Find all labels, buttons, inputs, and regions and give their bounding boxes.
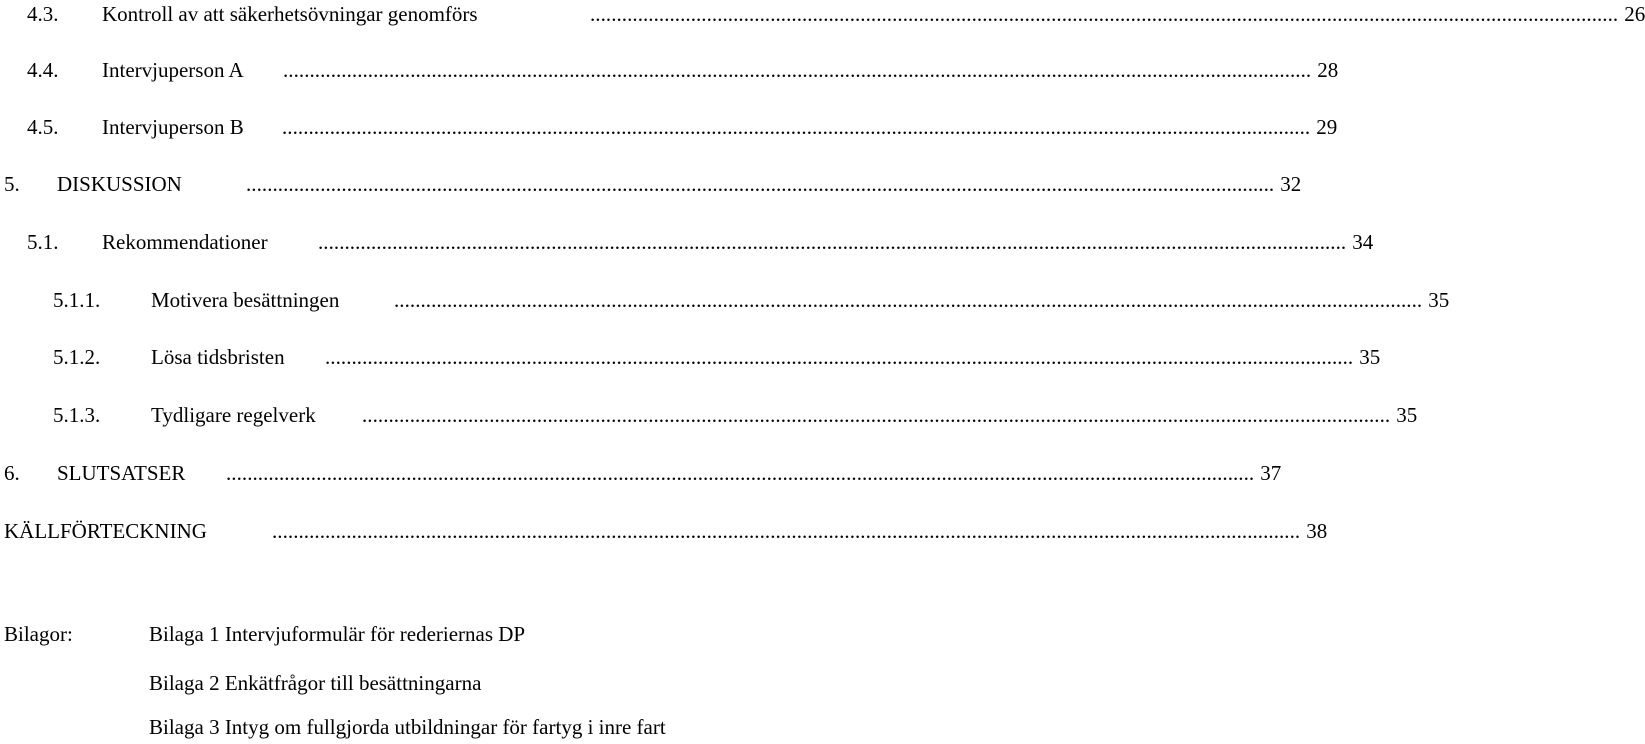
toc-entry-number: 4.5. xyxy=(27,115,59,139)
toc-entry-number: 4.4. xyxy=(27,58,59,82)
toc-entry-kallforteckning[interactable] xyxy=(0,517,1328,545)
toc-leader xyxy=(246,170,1302,198)
toc-dots: .................................................................................................................................................................................................. xyxy=(226,461,1255,485)
toc-leader xyxy=(226,459,1282,487)
toc-entry-page: 28 xyxy=(1317,58,1339,82)
toc-leader xyxy=(362,401,1418,429)
toc-dots: .................................................................................................................................................................................................. xyxy=(272,519,1301,543)
toc-dots: .................................................................................................................................................................................................. xyxy=(282,115,1311,139)
toc-entry-number: 5.1.3. xyxy=(53,403,101,427)
toc-entry-5-1-2[interactable] xyxy=(0,343,1381,371)
toc-dots: .................................................................................................................................................................................................. xyxy=(362,403,1391,427)
toc-entry-title: Kontroll av att säkerhetsövningar genomförs xyxy=(102,2,478,26)
toc-entry-5[interactable] xyxy=(0,170,1302,198)
toc-entry-number: 4.3. xyxy=(27,2,59,26)
toc-dots: .................................................................................................................................................................................................. xyxy=(394,288,1423,312)
toc-leader xyxy=(272,517,1328,545)
bilaga-item: Bilaga 1 Intervjuformulär för rederiernas DP xyxy=(149,622,526,646)
toc-entry-page: 34 xyxy=(1352,230,1374,254)
toc-dots: .................................................................................................................................................................................................. xyxy=(283,58,1312,82)
toc-entry-title: KÄLLFÖRTECKNING xyxy=(4,519,207,543)
toc-entry-page: 35 xyxy=(1396,403,1418,427)
toc-entry-title: Intervjuperson A xyxy=(102,58,244,82)
toc-dots: .................................................................................................................................................................................................. xyxy=(325,345,1354,369)
toc-leader xyxy=(325,343,1381,371)
toc-entry-page: 29 xyxy=(1316,115,1338,139)
toc-entry-5-1[interactable] xyxy=(0,228,1374,256)
toc-entry-title: Motivera besättningen xyxy=(151,288,340,312)
toc-entry-title: DISKUSSION xyxy=(57,172,182,196)
bilaga-item: Bilaga 3 Intyg om fullgjorda utbildningar för fartyg i inre fart xyxy=(149,715,666,739)
toc-entry-page: 37 xyxy=(1260,461,1282,485)
toc-entry-page: 35 xyxy=(1428,288,1450,312)
toc-entry-number: 6. xyxy=(4,461,20,485)
toc-entry-6[interactable] xyxy=(0,459,1282,487)
toc-entry-4-5[interactable] xyxy=(0,113,1338,141)
toc-entry-title: Intervjuperson B xyxy=(102,115,244,139)
bilagor-label: Bilagor: xyxy=(4,622,73,646)
toc-entry-title: SLUTSATSER xyxy=(57,461,186,485)
toc-entry-title: Lösa tidsbristen xyxy=(151,345,285,369)
toc-leader xyxy=(590,0,1645,28)
toc-entry-page: 26 xyxy=(1624,2,1645,26)
toc-entry-page: 38 xyxy=(1306,519,1328,543)
toc-entry-number: 5. xyxy=(4,172,20,196)
toc-entry-page: 35 xyxy=(1359,345,1381,369)
toc-entry-number: 5.1.1. xyxy=(53,288,101,312)
toc-leader xyxy=(283,56,1339,84)
toc-leader xyxy=(282,113,1338,141)
toc-leader xyxy=(394,286,1450,314)
toc-entry-title: Rekommendationer xyxy=(102,230,268,254)
toc-entry-5-1-3[interactable] xyxy=(0,401,1418,429)
toc-entry-page: 32 xyxy=(1280,172,1302,196)
toc-leader xyxy=(318,228,1374,256)
bilaga-item: Bilaga 2 Enkätfrågor till besättningarna xyxy=(149,671,482,695)
toc-dots: .................................................................................................................................................................................................. xyxy=(318,230,1347,254)
toc-dots: .................................................................................................................................................................................................. xyxy=(590,2,1619,26)
toc-dots: .................................................................................................................................................................................................. xyxy=(246,172,1275,196)
toc-entry-4-4[interactable] xyxy=(0,56,1339,84)
toc-entry-number: 5.1. xyxy=(27,230,59,254)
toc-entry-5-1-1[interactable] xyxy=(0,286,1450,314)
toc-entry-title: Tydligare regelverk xyxy=(151,403,316,427)
toc-entry-4-3[interactable] xyxy=(0,0,1645,28)
toc-entry-number: 5.1.2. xyxy=(53,345,101,369)
